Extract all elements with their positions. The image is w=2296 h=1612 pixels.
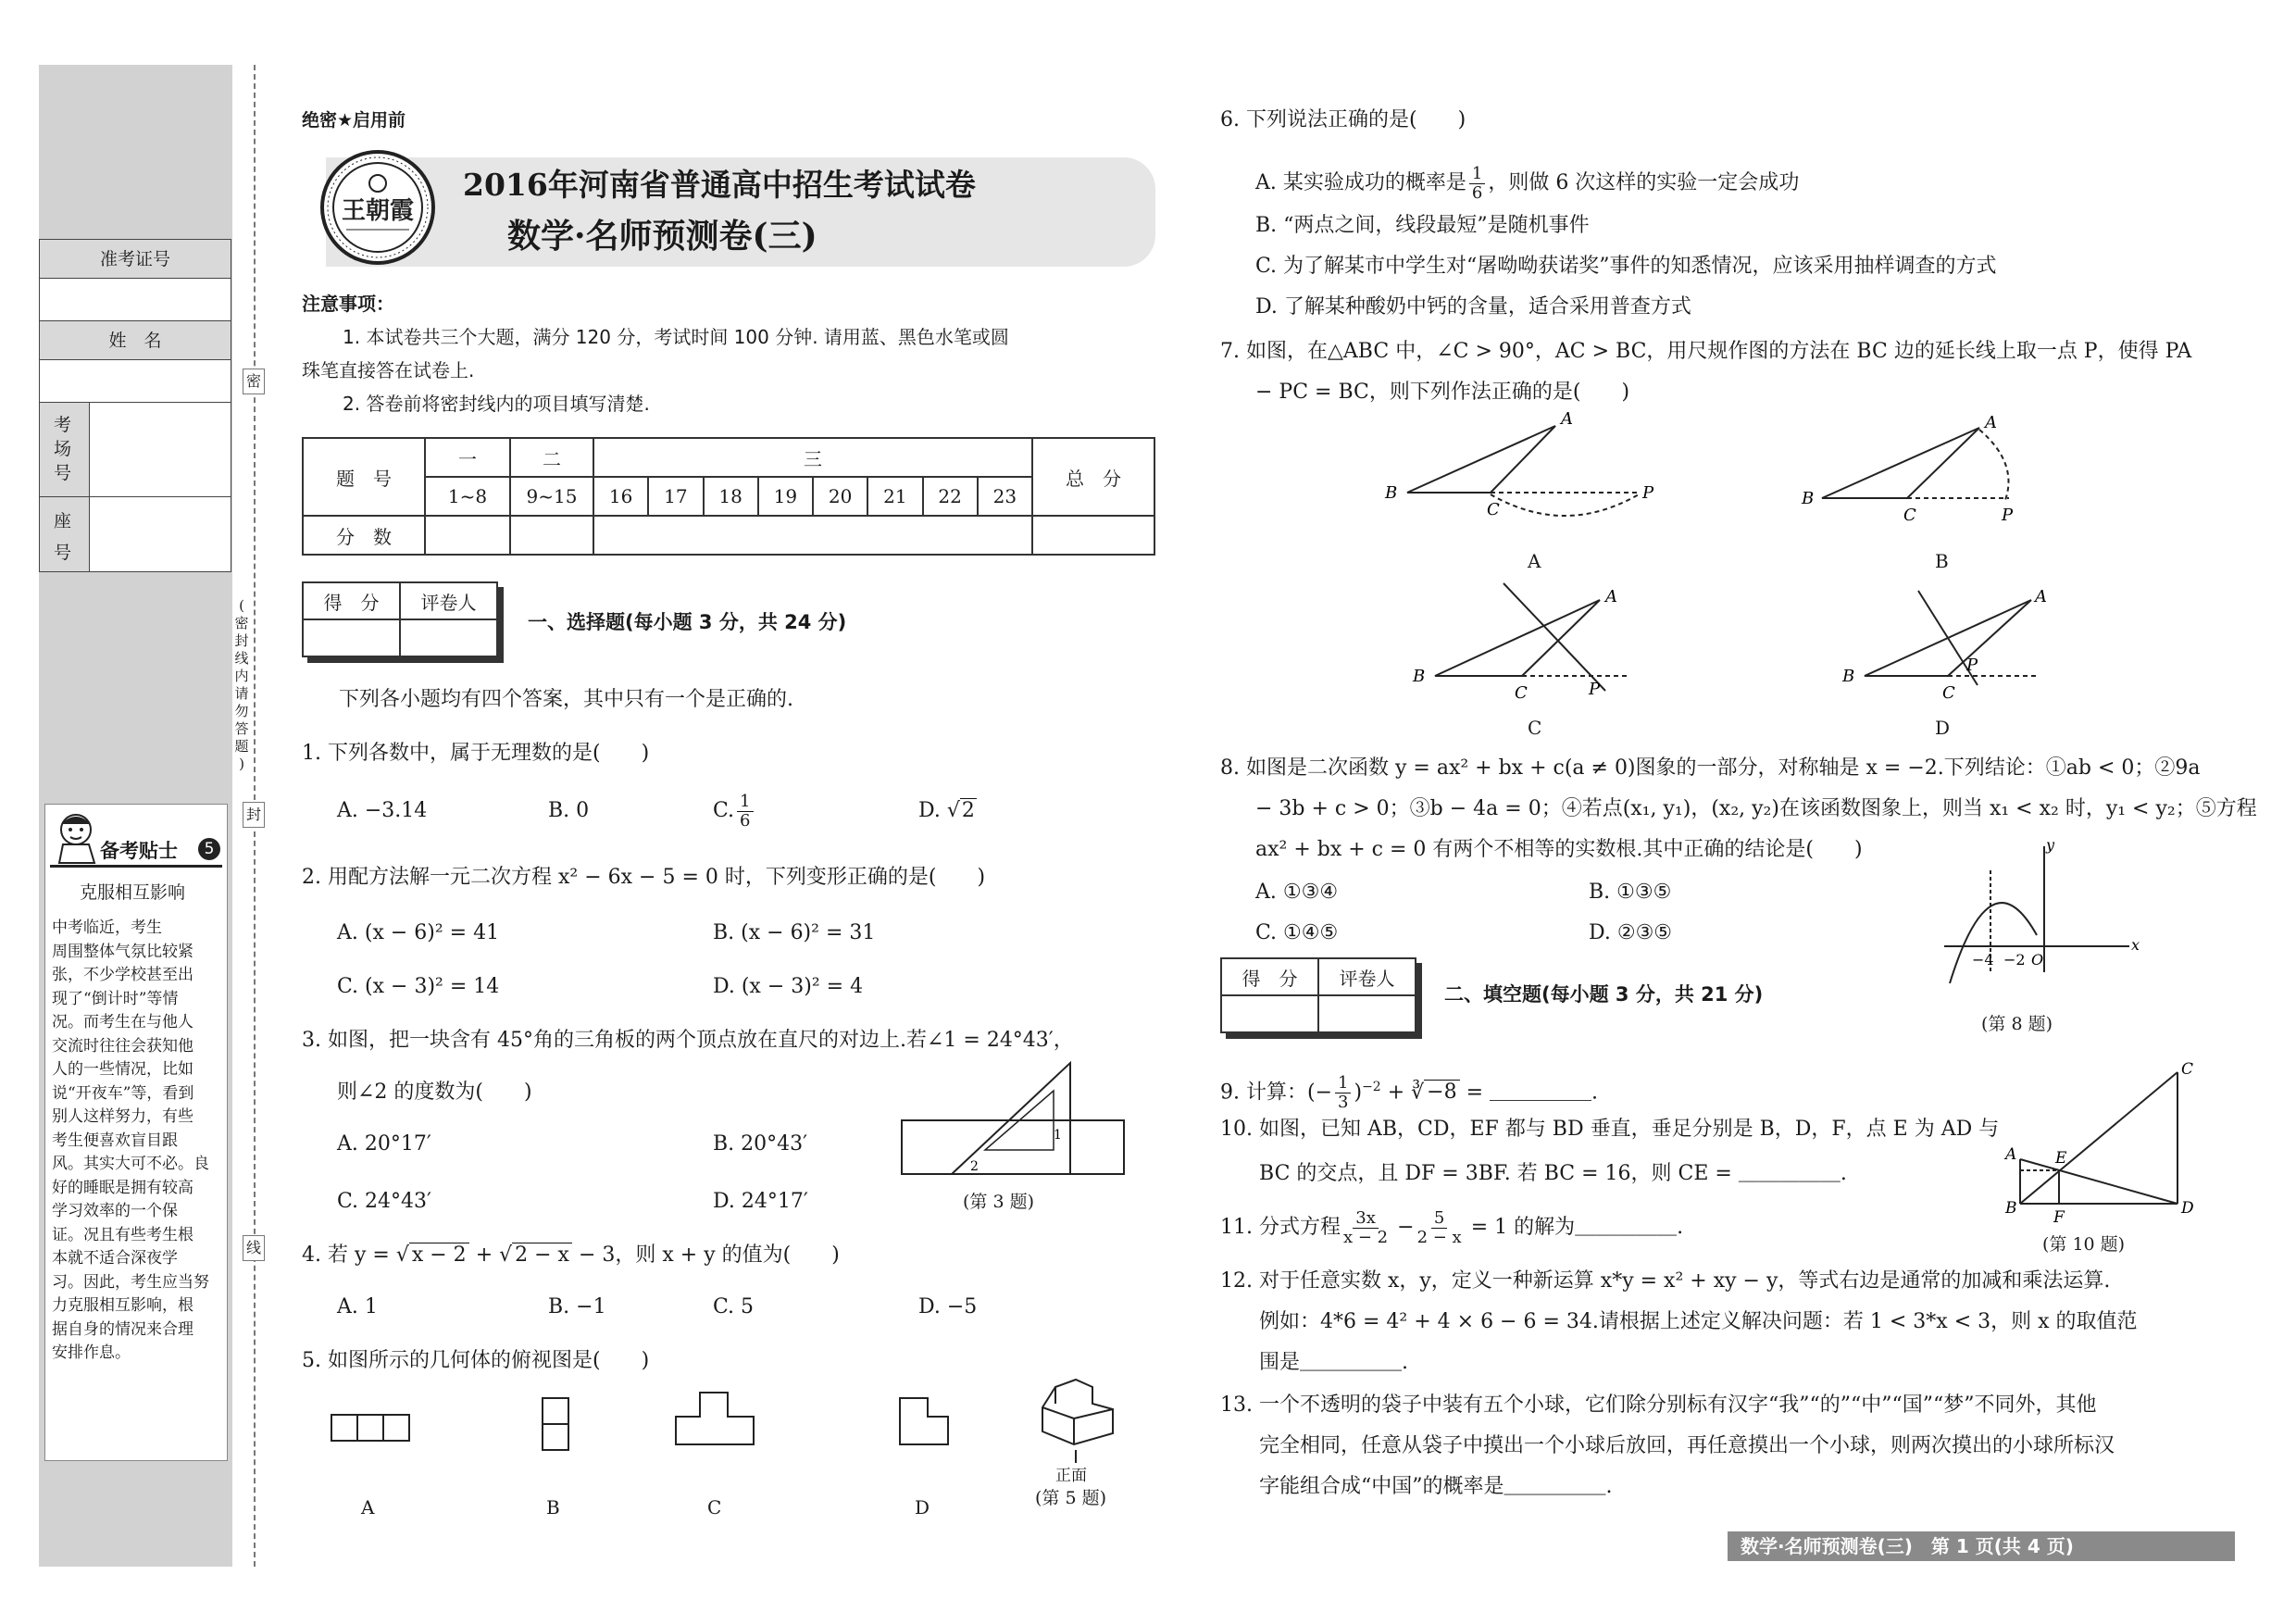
q4-option-c: C. 5 (713, 1295, 755, 1318)
seal-mi: 密 (243, 369, 265, 394)
field-seat-text: 座 号 (54, 511, 72, 563)
score-table-score-label: 分 数 (303, 516, 425, 555)
score-table-sub: 17 (648, 477, 703, 516)
secret-label: 绝密★启用前 (302, 110, 406, 131)
svg-text:A: A (1561, 409, 1573, 429)
q12-line2: 例如：4*6 = 4² + 4 × 6 − 6 = 34.请根据上述定义解决问题：若 1 < 3*x < 3，则 x 的取值范 (1259, 1310, 2138, 1333)
q7-stem2: − PC = BC，则下列作法正确的是( ) (1255, 381, 1630, 404)
grader-score-cell[interactable] (1221, 995, 1318, 1032)
svg-text:P: P (1966, 656, 1978, 675)
q5-option-d: D (915, 1496, 930, 1518)
q5-front-label: 正面 (1055, 1467, 1087, 1485)
score-cell[interactable] (425, 516, 510, 555)
score-table-sub: 9~15 (510, 477, 593, 516)
score-table-question-label: 题 号 (303, 438, 425, 516)
logo-seal-icon (318, 148, 437, 270)
tips-line: 张，不少学校甚至出 (52, 966, 193, 984)
q4-option-b: B. −1 (548, 1295, 606, 1318)
q9: 9. 计算：(− $\frac{1}{3}$ )$^{-2}$ + ∛ −8 = ＿＿＿＿＿. (1220, 1072, 1599, 1112)
q1-option-d: D. √2 (918, 799, 975, 822)
q13-line2: 完全相同，任意从袋子中摸出一个小球后放回，再任意摸出一个小球，则两次摸出的小球所标汉 (1259, 1434, 2115, 1457)
exam-title: 2016年河南省普通高中招生考试试卷 (463, 167, 976, 203)
svg-text:A: A (1985, 413, 1997, 432)
score-table-sub: 20 (813, 477, 867, 516)
tips-line: 中考临近，考生 (52, 918, 162, 937)
tips-line: 周围整体气氛比较紧 (52, 942, 193, 961)
score-table-sub: 18 (704, 477, 758, 516)
svg-text:O: O (2031, 951, 2044, 968)
tips-rule (50, 865, 222, 868)
q2-option-d: D. (x − 3)² = 4 (713, 975, 864, 998)
q5-caption: (第 5 题) (1035, 1488, 1106, 1508)
q5-option-c: C (707, 1496, 722, 1518)
score-table-sub: 16 (593, 477, 648, 516)
grader-box-1 (302, 581, 498, 657)
field-seat-input[interactable] (89, 496, 231, 572)
notice-line2: 2. 答卷前将密封线内的项目填写清楚. (343, 393, 650, 415)
svg-text:C: C (1903, 506, 1916, 525)
svg-text:P: P (2002, 506, 2014, 525)
q4-stem: 4. 若 y = √ x − 2 + √ 2 − x − 3，则 x + y 的值为( ) (302, 1243, 840, 1267)
svg-text:E: E (2055, 1149, 2067, 1168)
section1-title: 一、选择题(每小题 3 分，共 24 分) (528, 611, 847, 633)
q7-label-b: B (1935, 550, 1949, 572)
q13-line1: 13. 一个不透明的袋子中装有五个小球，它们除分别标有汉字“我”“的”“中”“国”“梦”不同外，其他 (1220, 1393, 2097, 1417)
q3-angle-1: 1 (1054, 1128, 1062, 1143)
svg-text:B: B (1802, 489, 1815, 508)
q2-option-b: B. (x − 6)² = 31 (713, 921, 876, 944)
field-room-input[interactable] (89, 402, 231, 498)
section2-title: 二、填空题(每小题 3 分，共 21 分) (1444, 983, 1764, 1006)
q3-option-b: B. 20°43′ (713, 1132, 808, 1156)
q6-option-d: D. 了解某种酸奶中钙的含量，适合采用普查方式 (1255, 295, 1691, 319)
q10-line1: 10. 如图，已知 AB，CD，EF 都与 BD 垂直，垂足分别是 B，D，F，点 E 为 AD 与 (1220, 1118, 2000, 1141)
svg-text:B: B (1842, 667, 1855, 686)
tips-line: 交流时往往会获知他 (52, 1036, 193, 1056)
svg-text:C: C (2181, 1060, 2194, 1079)
tips-line: 好的睡眠是拥有较高 (52, 1178, 193, 1197)
q3-angle-2: 2 (970, 1159, 979, 1174)
seal-feng: 封 (243, 802, 265, 828)
svg-text:C: C (1942, 683, 1955, 703)
grader-reviewer-label: 评卷人 (1318, 958, 1416, 995)
tips-line: 本就不适合深夜学 (52, 1249, 178, 1268)
q8-stem3: ax² + bx + c = 0 有两个不相等的实数根.其中正确的结论是( ) (1255, 838, 1863, 861)
q6-option-a: A. 某实验成功的概率是 $\frac{1}{6}$ ，则做 6 次这样的实验一定会成功 (1255, 163, 1800, 203)
q3-option-d: D. 24°17′ (713, 1190, 808, 1213)
score-cell[interactable] (1032, 516, 1154, 555)
q1-option-c: C. $\frac{1}{6}$ (713, 785, 756, 837)
q8-stem: 8. 如图是二次函数 y = ax² + bx + c(a ≠ 0)图象的一部分，对称轴是 x = −2.下列结论：①ab < 0；②9a (1220, 756, 2201, 780)
q5-figures (324, 1370, 1139, 1476)
svg-text:y: y (2046, 836, 2055, 854)
score-table-group-3: 三 (593, 438, 1032, 477)
score-table-sub: 19 (758, 477, 813, 516)
q8-option-b: B. ①③⑤ (1589, 881, 1672, 904)
tips-line: 说“开夜车”等，看到 (52, 1083, 194, 1103)
q10-figure (2005, 1056, 2200, 1235)
grader-reviewer-cell[interactable] (400, 619, 497, 656)
tips-number-badge: 5 (198, 838, 220, 860)
section1-intro: 下列各小题均有四个答案，其中只有一个是正确的. (339, 688, 793, 711)
tips-badge: 备考贴士 (100, 839, 178, 862)
score-cell[interactable] (510, 516, 593, 555)
tips-line: 习。因此，考生应当努 (52, 1272, 209, 1292)
svg-text:D: D (2181, 1199, 2194, 1218)
q4-option-a: A. 1 (337, 1295, 378, 1318)
svg-text:B: B (2005, 1199, 2017, 1218)
q1-option-b: B. 0 (548, 799, 590, 822)
field-name-input[interactable] (39, 359, 231, 404)
q7-label-a: A (1528, 550, 1541, 572)
seal-note: ( 密 封 线 内 请 勿 答 题 ) (234, 597, 249, 772)
tips-line: 人的一些情况，比如 (52, 1060, 193, 1079)
tips-line: 学习效率的一个保 (52, 1202, 178, 1220)
score-table-total-label: 总 分 (1032, 438, 1154, 516)
q8-caption: (第 8 题) (1981, 1014, 2053, 1034)
tips-line: 别人这样努力，有些 (52, 1107, 193, 1126)
grader-score-label: 得 分 (1221, 958, 1318, 995)
svg-text:F: F (2053, 1208, 2065, 1227)
footer-text: 数学·名师预测卷(三) 第 1 页(共 4 页) (1741, 1535, 2074, 1557)
tips-line: 考生便喜欢盲目跟 (52, 1131, 178, 1150)
notice-title: 注意事项： (302, 293, 394, 315)
tips-line: 况。而考生在与他人 (52, 1013, 193, 1031)
field-exam-number-label: 准考证号 (39, 239, 231, 280)
svg-text:C: C (1515, 683, 1528, 703)
q12-line3: 围是＿＿＿＿＿. (1259, 1351, 1408, 1374)
notice-line1b: 珠笔直接答在试卷上. (302, 359, 475, 381)
grader-box-2 (1220, 957, 1416, 1033)
q1-option-a: A. −3.14 (337, 799, 428, 822)
q7-label-d: D (1935, 717, 1951, 739)
tips-line: 现了“倒计时”等情 (52, 989, 179, 1008)
q8-option-d: D. ②③⑤ (1589, 921, 1673, 944)
seal-xian: 线 (243, 1235, 265, 1261)
grader-shadow-1b (307, 657, 504, 663)
q2-option-a: A. (x − 6)² = 41 (337, 921, 500, 944)
score-table-sub: 22 (923, 477, 978, 516)
svg-text:−4: −4 (1972, 951, 1994, 968)
svg-text:A: A (2005, 1145, 2017, 1164)
grader-shadow-2b (1226, 1033, 1422, 1039)
q7-label-c: C (1528, 717, 1542, 739)
tips-mascot-icon (50, 807, 106, 868)
q2-option-c: C. (x − 3)² = 14 (337, 975, 500, 998)
q7-stem: 7. 如图，在△ABC 中，∠C > 90°，AC > BC，用尺规作图的方法在 BC 边的延长线上取一点 P，使得 PA (1220, 340, 2192, 363)
svg-text:B: B (1385, 483, 1398, 503)
q12-line1: 12. 对于任意实数 x，y，定义一种新运算 x*y = x² + xy − y，等式右边是通常的加减和乘法运算. (1220, 1269, 2111, 1293)
q13-line3: 字能组合成“中国”的概率是＿＿＿＿＿. (1259, 1475, 1613, 1498)
q3-stem: 3. 如图，把一块含有 45°角的三角板的两个顶点放在直尺的对边上.若∠1 = 24°43′， (302, 1029, 1074, 1052)
field-exam-number-input[interactable] (39, 278, 231, 322)
q3-caption: (第 3 题) (963, 1192, 1034, 1212)
q6-stem: 6. 下列说法正确的是( ) (1220, 108, 1466, 131)
grader-reviewer-cell[interactable] (1318, 995, 1416, 1032)
svg-text:x: x (2131, 936, 2140, 954)
tips-line: 据自身的情况来合理 (52, 1319, 193, 1339)
tips-line: 证。况且有些考生根 (52, 1225, 193, 1244)
q5-option-a: A (361, 1496, 375, 1518)
tips-line: 风。其实大可不必。良 (52, 1155, 209, 1173)
score-table-group-1: 一 (425, 438, 510, 477)
score-table-sub: 21 (867, 477, 922, 516)
tips-title: 克服相互影响 (80, 882, 186, 903)
q3-option-c: C. 24°43′ (337, 1190, 432, 1213)
q2-stem: 2. 用配方法解一元二次方程 x² − 6x − 5 = 0 时，下列变形正确的是( ) (302, 866, 986, 889)
tips-body (52, 917, 224, 1366)
grader-score-cell[interactable] (303, 619, 400, 656)
q10-caption: (第 10 题) (2042, 1234, 2126, 1255)
q6-option-b: B. “两点之间，线段最短”是随机事件 (1255, 214, 1590, 237)
grader-shadow-2 (1416, 963, 1422, 1037)
field-name-label: 姓 名 (39, 320, 231, 361)
q1-stem: 1. 下列各数中，属于无理数的是( ) (302, 742, 650, 765)
score-table-sub: 23 (978, 477, 1032, 516)
grader-shadow-1 (498, 587, 504, 661)
exam-subtitle: 数学·名师预测卷(三) (507, 217, 817, 256)
q5-option-b: B (546, 1496, 560, 1518)
svg-text:P: P (1642, 483, 1654, 503)
score-cell[interactable] (593, 516, 1032, 555)
score-table-group-2: 二 (510, 438, 593, 477)
grader-score-label: 得 分 (303, 582, 400, 619)
q10-line2: BC 的交点，且 DF = 3BF. 若 BC = 16，则 CE = ＿＿＿＿＿. (1259, 1162, 1847, 1185)
q4-option-d: D. −5 (918, 1295, 978, 1318)
q3-option-a: A. 20°17′ (337, 1132, 431, 1156)
svg-text:A: A (1605, 587, 1617, 606)
logo-text: 王朝霞 (341, 197, 415, 225)
q8-figure (1935, 833, 2139, 985)
grader-reviewer-label: 评卷人 (400, 582, 497, 619)
svg-text:B: B (1413, 667, 1426, 686)
q6-option-c: C. 为了解某市中学生对“屠呦呦获诺奖”事件的知悉情况，应该采用抽样调查的方式 (1255, 255, 1997, 278)
q7-figures (1379, 407, 2065, 726)
q8-option-a: A. ①③④ (1255, 881, 1339, 904)
tips-line: 安排作息。 (52, 1343, 131, 1362)
score-table (302, 437, 1155, 556)
svg-text:A: A (2035, 587, 2047, 606)
svg-text:P: P (1589, 680, 1601, 699)
q8-option-c: C. ①④⑤ (1255, 921, 1339, 944)
q8-stem2: − 3b + c > 0；③b − 4a = 0；④若点(x₁, y₁)，(x₂, y₂)在该函数图象上，则当 x₁ < x₂ 时，y₁ < y₂；⑤方程 (1255, 797, 2257, 820)
q3-figure (896, 1046, 1137, 1189)
field-room-text: 考 场 号 (54, 415, 72, 483)
q3-stem2: 则∠2 的度数为( ) (337, 1081, 532, 1104)
score-table-sub: 1~8 (425, 477, 510, 516)
tips-line: 力克服相互影响，根 (52, 1296, 193, 1315)
notice-line1: 1. 本试卷共三个大题，满分 120 分，考试时间 100 分钟. 请用蓝、黑色水笔或圆 (343, 326, 1009, 348)
q11: 11. 分式方程 $\frac{3x}{x - 2}$ − $\frac{5}{2 - x}$ = 1 的解为＿＿＿＿＿. (1220, 1207, 1684, 1247)
svg-text:C: C (1487, 500, 1500, 519)
svg-text:−2: −2 (2003, 951, 2026, 968)
q5-stem: 5. 如图所示的几何体的俯视图是( ) (302, 1349, 650, 1372)
